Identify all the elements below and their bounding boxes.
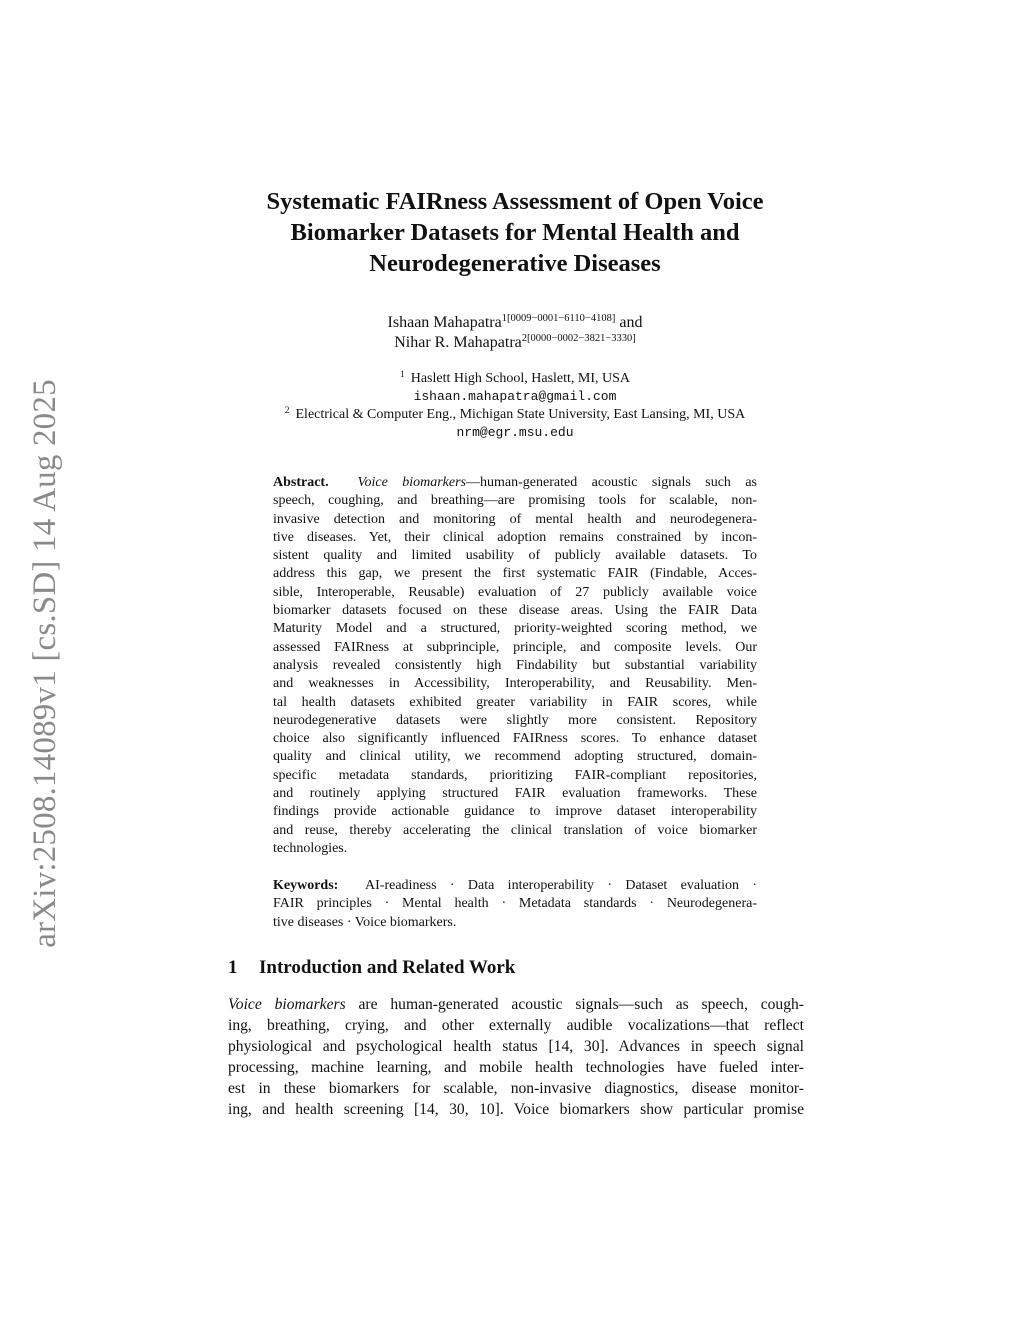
body-line: ing, breathing, crying, and other externally audible vocalizations—that reflect <box>228 1017 804 1034</box>
title-line: Neurodegenerative Diseases <box>369 250 661 277</box>
abstract-label: Abstract. <box>273 475 329 490</box>
body-emphasis: Voice biomarkers <box>228 996 346 1013</box>
author-orcid: 1[0009−0001−6110−4108] <box>501 313 616 324</box>
abstract-line: analysis revealed consistently high Findability but substantial variability <box>273 657 757 673</box>
abstract-line <box>273 474 757 492</box>
author-list <box>200 313 830 353</box>
abstract-line: findings provide actionable guidance to improve dataset interoperability <box>273 804 757 820</box>
affiliation-text: Haslett High School, Haslett, MI, USA <box>410 371 631 386</box>
body-line: ing, and health screening [14, 30, 10]. Voice biomarkers show particular promise <box>228 1101 804 1118</box>
author-suffix: and <box>615 314 643 331</box>
abstract-line: speech, coughing, and breathing—are promising tools for scalable, non- <box>273 493 757 509</box>
arxiv-identifier-stamp <box>25 368 65 958</box>
affiliation-mark: 1 <box>399 370 405 380</box>
abstract-line: sible, Interoperable, Reusable) evaluation of 27 publicly available voice <box>273 584 757 600</box>
abstract-line: and routinely applying structured FAIR evaluation frameworks. These <box>273 786 757 802</box>
keywords-line: tive diseases · Voice biomarkers. <box>273 914 457 930</box>
abstract-emphasis: Voice biomarkers <box>357 475 467 490</box>
title-line: Systematic FAIRness Assessment of Open Voice <box>266 188 764 215</box>
abstract-line: and weaknesses in Accessibility, Interoperability, and Reusability. Men- <box>273 676 757 692</box>
author-name: Nihar R. Mahapatra <box>394 334 522 351</box>
abstract-line: choice also significantly influenced FAIRness scores. To enhance dataset <box>273 731 757 747</box>
arxiv-identifier-text: arXiv:2508.14089v1 [cs.SD] 14 Aug 2025 <box>26 378 63 948</box>
abstract-line: address this gap, we present the first systematic FAIR (Findable, Acces- <box>273 566 757 582</box>
affiliation-list <box>200 370 830 442</box>
keywords-text: AI-readiness · Data interoperability · Dataset evaluation · <box>365 878 757 893</box>
affiliation-line <box>200 406 830 424</box>
affiliation-email[interactable]: ishaan.mahapatra@gmail.com <box>413 389 617 404</box>
abstract-line: and reuse, thereby accelerating the clinical translation of voice biomarker <box>273 822 757 838</box>
author-line <box>200 313 830 333</box>
abstract-line: tive diseases. Yet, their clinical adoption remains constrained by incon- <box>273 529 757 545</box>
abstract <box>273 474 757 858</box>
affiliation-email[interactable]: nrm@egr.msu.edu <box>456 425 574 440</box>
abstract-line: biomarker datasets focused on these disease areas. Using the FAIR Data <box>273 603 757 619</box>
author-name: Ishaan Mahapatra <box>387 314 502 331</box>
body-line: processing, machine learning, and mobile health technologies have fueled inter- <box>228 1059 804 1076</box>
abstract-line: neurodegenerative datasets were slightly more consistent. Repository <box>273 712 757 728</box>
keywords-line: FAIR principles · Mental health · Metadata standards · Neurodegenera- <box>273 896 757 912</box>
author-orcid: 2[0000−0002−3821−3330] <box>521 333 636 344</box>
keywords-label: Keywords: <box>273 878 339 893</box>
body-line: est in these biomarkers for scalable, non-invasive diagnostics, disease monitor- <box>228 1080 804 1097</box>
paper-title <box>200 186 830 279</box>
abstract-line: sistent quality and limited usability of publicly available datasets. To <box>273 548 757 564</box>
abstract-line: invasive detection and monitoring of mental health and neurodegenera- <box>273 511 757 527</box>
body-line <box>228 994 804 1015</box>
section-title: Introduction and Related Work <box>259 957 516 978</box>
abstract-line: assessed FAIRness at subprinciple, principle, and composite levels. Our <box>273 639 757 655</box>
keywords-line <box>273 877 757 895</box>
body-line: physiological and psychological health status [14, 30]. Advances in speech signal <box>228 1038 804 1055</box>
section-body <box>228 994 804 1120</box>
body-text: are human-generated acoustic signals—such as speech, cough- <box>345 996 804 1013</box>
author-line <box>200 333 830 353</box>
section-number: 1 <box>228 957 238 978</box>
abstract-line: Maturity Model and a structured, priority-weighted scoring method, we <box>273 621 757 637</box>
affiliation-text: Electrical & Computer Eng., Michigan State University, East Lansing, MI, USA <box>295 407 746 422</box>
affiliation-mark: 2 <box>284 406 290 416</box>
abstract-line: specific metadata standards, prioritizing FAIR-compliant repositories, <box>273 767 757 783</box>
title-line: Biomarker Datasets for Mental Health and <box>290 219 740 246</box>
section-heading <box>228 957 515 979</box>
abstract-line: tal health datasets exhibited greater variability in FAIR scores, while <box>273 694 757 710</box>
affiliation-line <box>200 370 830 388</box>
abstract-line: technologies. <box>273 840 348 856</box>
keywords <box>273 877 757 932</box>
abstract-line: quality and clinical utility, we recommend adopting structured, domain- <box>273 749 757 765</box>
abstract-text: —human-generated acoustic signals such as <box>466 475 758 490</box>
